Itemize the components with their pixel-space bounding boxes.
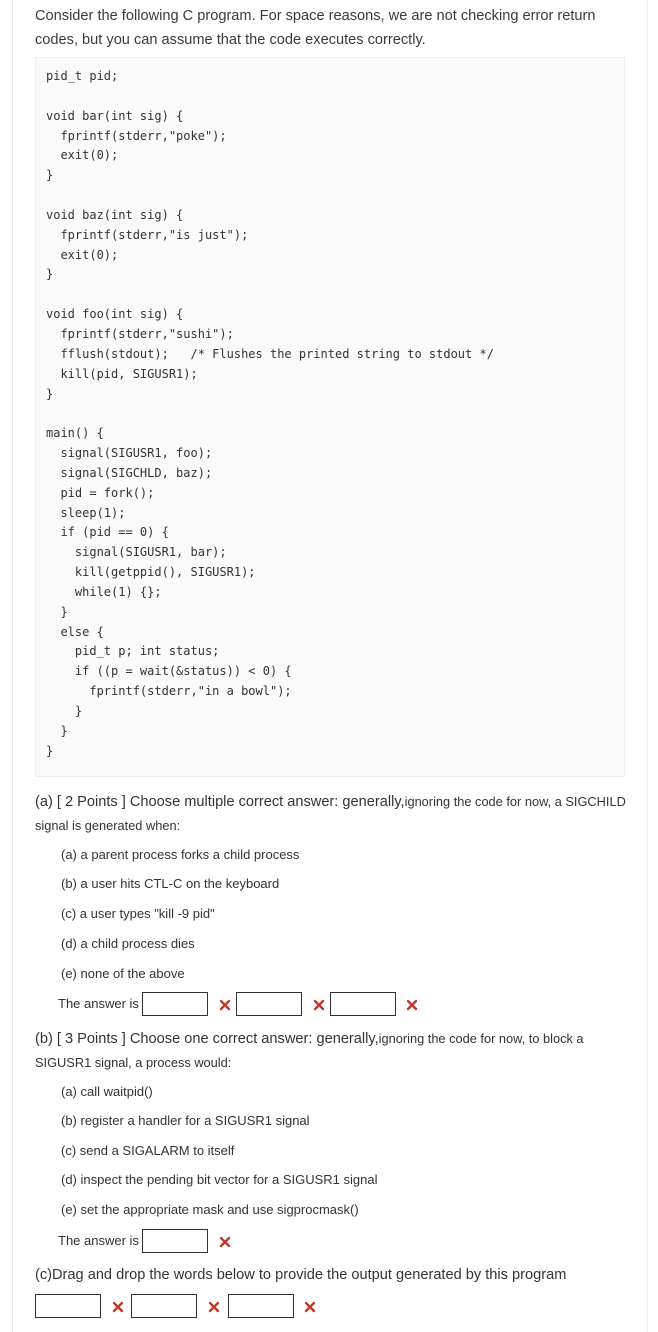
code-line: } <box>46 604 68 619</box>
question-b-heading <box>35 1027 635 1075</box>
question-a-heading-small: ignoring the code for now, a SIGCHILD signal is generated when: <box>35 794 626 833</box>
code-line: while(1) {}; <box>46 584 162 599</box>
code-line: void bar(int sig) { <box>46 108 184 123</box>
close-icon <box>304 1301 316 1313</box>
code-line: else { <box>46 624 104 639</box>
answer-drop-box-1[interactable] <box>142 1229 208 1253</box>
question-a-option: (a) a parent process forks a child process <box>61 847 300 862</box>
question-c-answer-row <box>35 1294 325 1320</box>
question-a-option: (d) a child process dies <box>61 936 195 951</box>
question-b-answer-row <box>58 1229 238 1255</box>
question-a-option: (e) none of the above <box>61 966 185 981</box>
answer-drop-box-2[interactable] <box>236 992 302 1016</box>
code-line: fprintf(stderr,"sushi"); <box>46 326 234 341</box>
code-line: } <box>46 267 54 282</box>
question-c-heading: (c)Drag and drop the words below to provide the output generated by this program <box>35 1267 567 1283</box>
code-line: if (pid == 0) { <box>46 525 169 540</box>
code-line: main() { <box>46 426 104 441</box>
close-icon <box>208 1301 220 1313</box>
answer-label: The answer is <box>58 1233 139 1248</box>
code-line: void baz(int sig) { <box>46 207 184 222</box>
question-b-option: (e) set the appropriate mask and use sigprocmask() <box>61 1202 359 1217</box>
code-line: } <box>46 168 54 183</box>
code-line: signal(SIGUSR1, foo); <box>46 446 213 461</box>
code-block <box>35 57 625 777</box>
code-line: pid = fork(); <box>46 485 155 500</box>
code-listing <box>46 67 494 762</box>
close-icon <box>406 999 418 1011</box>
code-line: pid_t p; int status; <box>46 644 220 659</box>
code-line: sleep(1); <box>46 505 126 520</box>
question-a-option: (c) a user types "kill -9 pid" <box>61 906 215 921</box>
close-icon <box>112 1301 124 1313</box>
code-line: } <box>46 704 83 718</box>
question-b-option: (d) inspect the pending bit vector for a SIGUSR1 signal <box>61 1172 378 1187</box>
output-drop-box-1[interactable] <box>35 1294 101 1318</box>
code-line: fprintf(stderr,"is just"); <box>46 227 249 242</box>
close-icon <box>313 999 325 1011</box>
intro-text: Consider the following C program. For space reasons, we are not checking error return codes, but you can assume that the code executes correctly. <box>35 8 596 48</box>
question-a-option: (b) a user hits CTL-C on the keyboard <box>61 876 280 891</box>
question-b-heading-main: (b) [ 3 Points ] Choose one correct answer: generally, <box>35 1031 379 1047</box>
answer-drop-box-1[interactable] <box>142 992 208 1016</box>
question-a-heading-main: (a) [ 2 Points ] Choose multiple correct answer: generally, <box>35 794 405 810</box>
code-line: fprintf(stderr,"in a bowl"); <box>46 684 292 699</box>
answer-label: The answer is <box>58 996 139 1011</box>
code-line: } <box>46 743 54 758</box>
code-line: exit(0); <box>46 148 119 163</box>
question-a-answer-row <box>58 992 418 1018</box>
code-line: void foo(int sig) { <box>46 307 184 322</box>
code-line: } <box>46 723 68 738</box>
code-line: signal(SIGUSR1, bar); <box>46 545 227 560</box>
code-line: fprintf(stderr,"poke"); <box>46 128 227 143</box>
question-b-heading-small: ignoring the code for now, to block a SIGUSR1 signal, a process would: <box>35 1031 584 1070</box>
code-line: pid_t pid; <box>46 69 119 83</box>
close-icon <box>219 999 231 1011</box>
code-line: exit(0); <box>46 247 119 262</box>
output-drop-box-3[interactable] <box>228 1294 294 1318</box>
code-line: signal(SIGCHLD, baz); <box>46 465 213 480</box>
code-line: } <box>46 386 54 401</box>
code-line: kill(getppid(), SIGUSR1); <box>46 565 256 580</box>
question-a-heading <box>35 790 635 838</box>
question-b-option: (b) register a handler for a SIGUSR1 signal <box>61 1113 310 1128</box>
output-drop-box-2[interactable] <box>131 1294 197 1318</box>
code-line: if ((p = wait(&status)) < 0) { <box>46 664 292 679</box>
code-line: fflush(stdout); /* Flushes the printed string to stdout */ <box>46 346 494 361</box>
close-icon <box>219 1236 231 1248</box>
question-b-option: (a) call waitpid() <box>61 1084 153 1099</box>
question-b-option: (c) send a SIGALARM to itself <box>61 1143 235 1158</box>
code-line: kill(pid, SIGUSR1); <box>46 366 198 381</box>
answer-drop-box-3[interactable] <box>330 992 396 1016</box>
